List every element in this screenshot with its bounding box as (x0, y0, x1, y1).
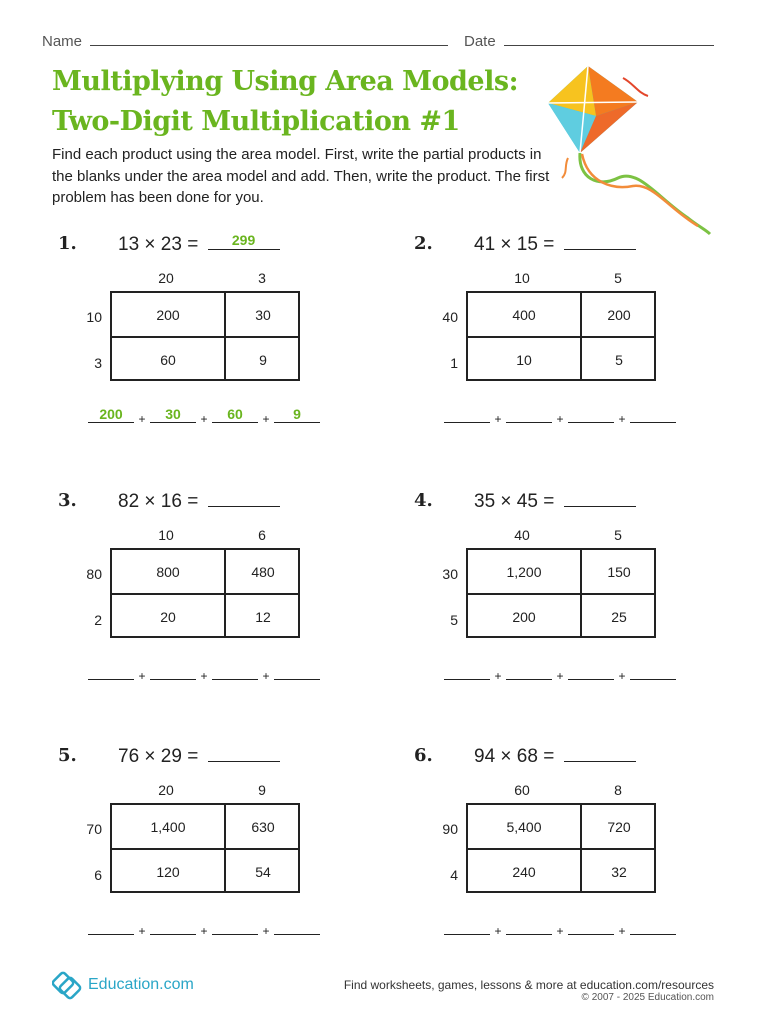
problem-equation (118, 487, 280, 513)
logo-text: Education.com (88, 976, 194, 993)
partial-product-blank[interactable] (88, 408, 134, 423)
plus-sign: + (556, 924, 564, 938)
problem-number: 4. (414, 490, 433, 511)
row-header: 6 (94, 867, 102, 883)
partial-product-blank[interactable] (444, 920, 490, 935)
problem-3 (50, 490, 350, 710)
area-cell: 5,400 (506, 818, 542, 835)
product-blank[interactable] (564, 487, 636, 507)
plus-sign: + (138, 412, 146, 426)
plus-sign: + (618, 669, 626, 683)
equation-expression: 94 × 68 = (474, 746, 555, 767)
problem-equation (474, 230, 636, 256)
education-logo[interactable] (52, 970, 194, 1000)
area-model-grid (110, 548, 300, 638)
problem-number: 5. (58, 745, 77, 766)
column-header: 6 (258, 527, 266, 543)
plus-sign: + (138, 924, 146, 938)
row-header: 3 (94, 355, 102, 371)
area-cell: 800 (156, 563, 180, 580)
problem-4 (406, 490, 706, 710)
partial-product-blank[interactable] (150, 408, 196, 423)
column-header: 3 (258, 270, 266, 286)
column-header: 10 (158, 527, 174, 543)
partial-product-blank[interactable] (212, 920, 258, 935)
row-header: 90 (442, 821, 458, 837)
partial-products-line (444, 920, 676, 938)
partial-product-blank[interactable] (630, 665, 676, 680)
plus-sign: + (618, 412, 626, 426)
education-logo-icon (52, 970, 82, 1000)
title-line-2: Two-Digit Multiplication #1 (52, 106, 460, 137)
area-model-grid (466, 803, 656, 893)
plus-sign: + (200, 924, 208, 938)
partial-product-blank[interactable] (568, 920, 614, 935)
partial-product-blank[interactable] (150, 665, 196, 680)
row-header: 40 (442, 309, 458, 325)
partial-product-blank[interactable] (506, 920, 552, 935)
partial-products-line (88, 920, 320, 938)
partial-product-blank[interactable] (274, 920, 320, 935)
plus-sign: + (494, 924, 502, 938)
area-model-grid (110, 291, 300, 381)
footer-info (344, 978, 714, 1003)
partial-product-value: 9 (293, 406, 301, 422)
partial-product-blank[interactable] (568, 665, 614, 680)
area-cell: 200 (607, 306, 631, 323)
area-cell: 1,400 (150, 818, 186, 835)
partial-product-blank[interactable] (506, 665, 552, 680)
product-blank[interactable] (564, 742, 636, 762)
date-field (464, 31, 714, 50)
area-cell: 30 (255, 306, 271, 323)
problem-equation (118, 230, 280, 256)
area-cell: 200 (512, 608, 536, 625)
date-label: Date (464, 33, 496, 50)
area-cell: 630 (251, 818, 275, 835)
area-cell: 720 (607, 818, 631, 835)
problem-equation (118, 742, 280, 768)
problem-1 (50, 233, 350, 453)
area-cell: 200 (156, 306, 180, 323)
column-header: 40 (514, 527, 530, 543)
row-header: 30 (442, 566, 458, 582)
name-blank[interactable] (90, 31, 448, 46)
plus-sign: + (556, 669, 564, 683)
column-header: 5 (614, 527, 622, 543)
equation-expression: 82 × 16 = (118, 491, 199, 512)
area-model-grid (466, 548, 656, 638)
area-cell: 480 (251, 563, 275, 580)
partial-product-blank[interactable] (150, 920, 196, 935)
problem-2 (406, 233, 706, 453)
product-blank[interactable] (208, 230, 280, 250)
plus-sign: + (262, 669, 270, 683)
partial-product-blank[interactable] (274, 408, 320, 423)
product-blank[interactable] (564, 230, 636, 250)
problem-5 (50, 745, 350, 965)
product-blank[interactable] (208, 742, 280, 762)
partial-product-blank[interactable] (212, 408, 258, 423)
problem-number: 1. (58, 233, 77, 254)
name-field (42, 31, 448, 50)
area-cell: 240 (512, 863, 536, 880)
partial-products-line (88, 665, 320, 683)
area-cell: 25 (611, 608, 627, 625)
equation-expression: 41 × 15 = (474, 234, 555, 255)
problem-6 (406, 745, 706, 965)
page-title (52, 62, 532, 142)
area-cell: 20 (160, 608, 176, 625)
column-header: 9 (258, 782, 266, 798)
partial-products-line (444, 665, 676, 683)
row-header: 80 (86, 566, 102, 582)
column-header: 20 (158, 270, 174, 286)
partial-product-value: 200 (99, 406, 123, 422)
footer-tagline[interactable]: Find worksheets, games, lessons & more at education.com/resources (343, 978, 714, 992)
row-header: 4 (450, 867, 458, 883)
problem-number: 6. (414, 745, 433, 766)
column-header: 8 (614, 782, 622, 798)
equation-expression: 76 × 29 = (118, 746, 199, 767)
column-header: 5 (614, 270, 622, 286)
equation-expression: 13 × 23 = (118, 234, 199, 255)
plus-sign: + (138, 669, 146, 683)
plus-sign: + (200, 669, 208, 683)
problem-number: 3. (58, 490, 77, 511)
row-header: 2 (94, 612, 102, 628)
title-line-1: Multiplying Using Area Models: (52, 66, 519, 97)
plus-sign: + (494, 412, 502, 426)
instructions: Find each product using the area model. First, write the partial products in the blanks under the area model and add. Then, write the product. The first problem has been done for you. (52, 146, 550, 206)
column-header: 60 (514, 782, 530, 798)
problem-number: 2. (414, 233, 433, 254)
partial-product-blank[interactable] (212, 665, 258, 680)
problem-equation (474, 487, 636, 513)
partial-product-blank[interactable] (444, 408, 490, 423)
row-header: 1 (450, 355, 458, 371)
column-header: 20 (158, 782, 174, 798)
area-cell: 60 (160, 351, 176, 368)
partial-product-blank[interactable] (630, 408, 676, 423)
row-header: 10 (86, 309, 102, 325)
row-header: 5 (450, 612, 458, 628)
area-model-grid (466, 291, 656, 381)
partial-product-blank[interactable] (88, 665, 134, 680)
area-model-grid (110, 803, 300, 893)
partial-product-blank[interactable] (88, 920, 134, 935)
plus-sign: + (262, 924, 270, 938)
area-cell: 32 (611, 863, 627, 880)
area-cell: 1,200 (506, 563, 542, 580)
plus-sign: + (556, 412, 564, 426)
area-cell: 400 (512, 306, 536, 323)
partial-product-blank[interactable] (506, 408, 552, 423)
area-cell: 12 (255, 608, 271, 625)
date-blank[interactable] (504, 31, 714, 46)
partial-product-value: 30 (165, 406, 181, 422)
area-cell: 9 (259, 351, 267, 368)
partial-product-blank[interactable] (274, 665, 320, 680)
column-header: 10 (514, 270, 530, 286)
partial-product-blank[interactable] (568, 408, 614, 423)
plus-sign: + (494, 669, 502, 683)
area-cell: 54 (255, 863, 271, 880)
partial-product-blank[interactable] (444, 665, 490, 680)
kite-illustration (538, 58, 718, 248)
area-cell: 10 (516, 351, 532, 368)
product-answer: 299 (231, 232, 256, 248)
footer-copyright: © 2007 - 2025 Education.com (581, 992, 714, 1003)
partial-products-line (444, 408, 676, 426)
name-label: Name (42, 33, 83, 50)
plus-sign: + (200, 412, 208, 426)
equation-expression: 35 × 45 = (474, 491, 555, 512)
plus-sign: + (618, 924, 626, 938)
area-cell: 120 (156, 863, 180, 880)
area-cell: 5 (615, 351, 623, 368)
area-cell: 150 (607, 563, 631, 580)
partial-product-blank[interactable] (630, 920, 676, 935)
row-header: 70 (86, 821, 102, 837)
product-blank[interactable] (208, 487, 280, 507)
plus-sign: + (262, 412, 270, 426)
partial-product-value: 60 (227, 406, 243, 422)
partial-products-line (88, 408, 320, 426)
problem-equation (474, 742, 636, 768)
